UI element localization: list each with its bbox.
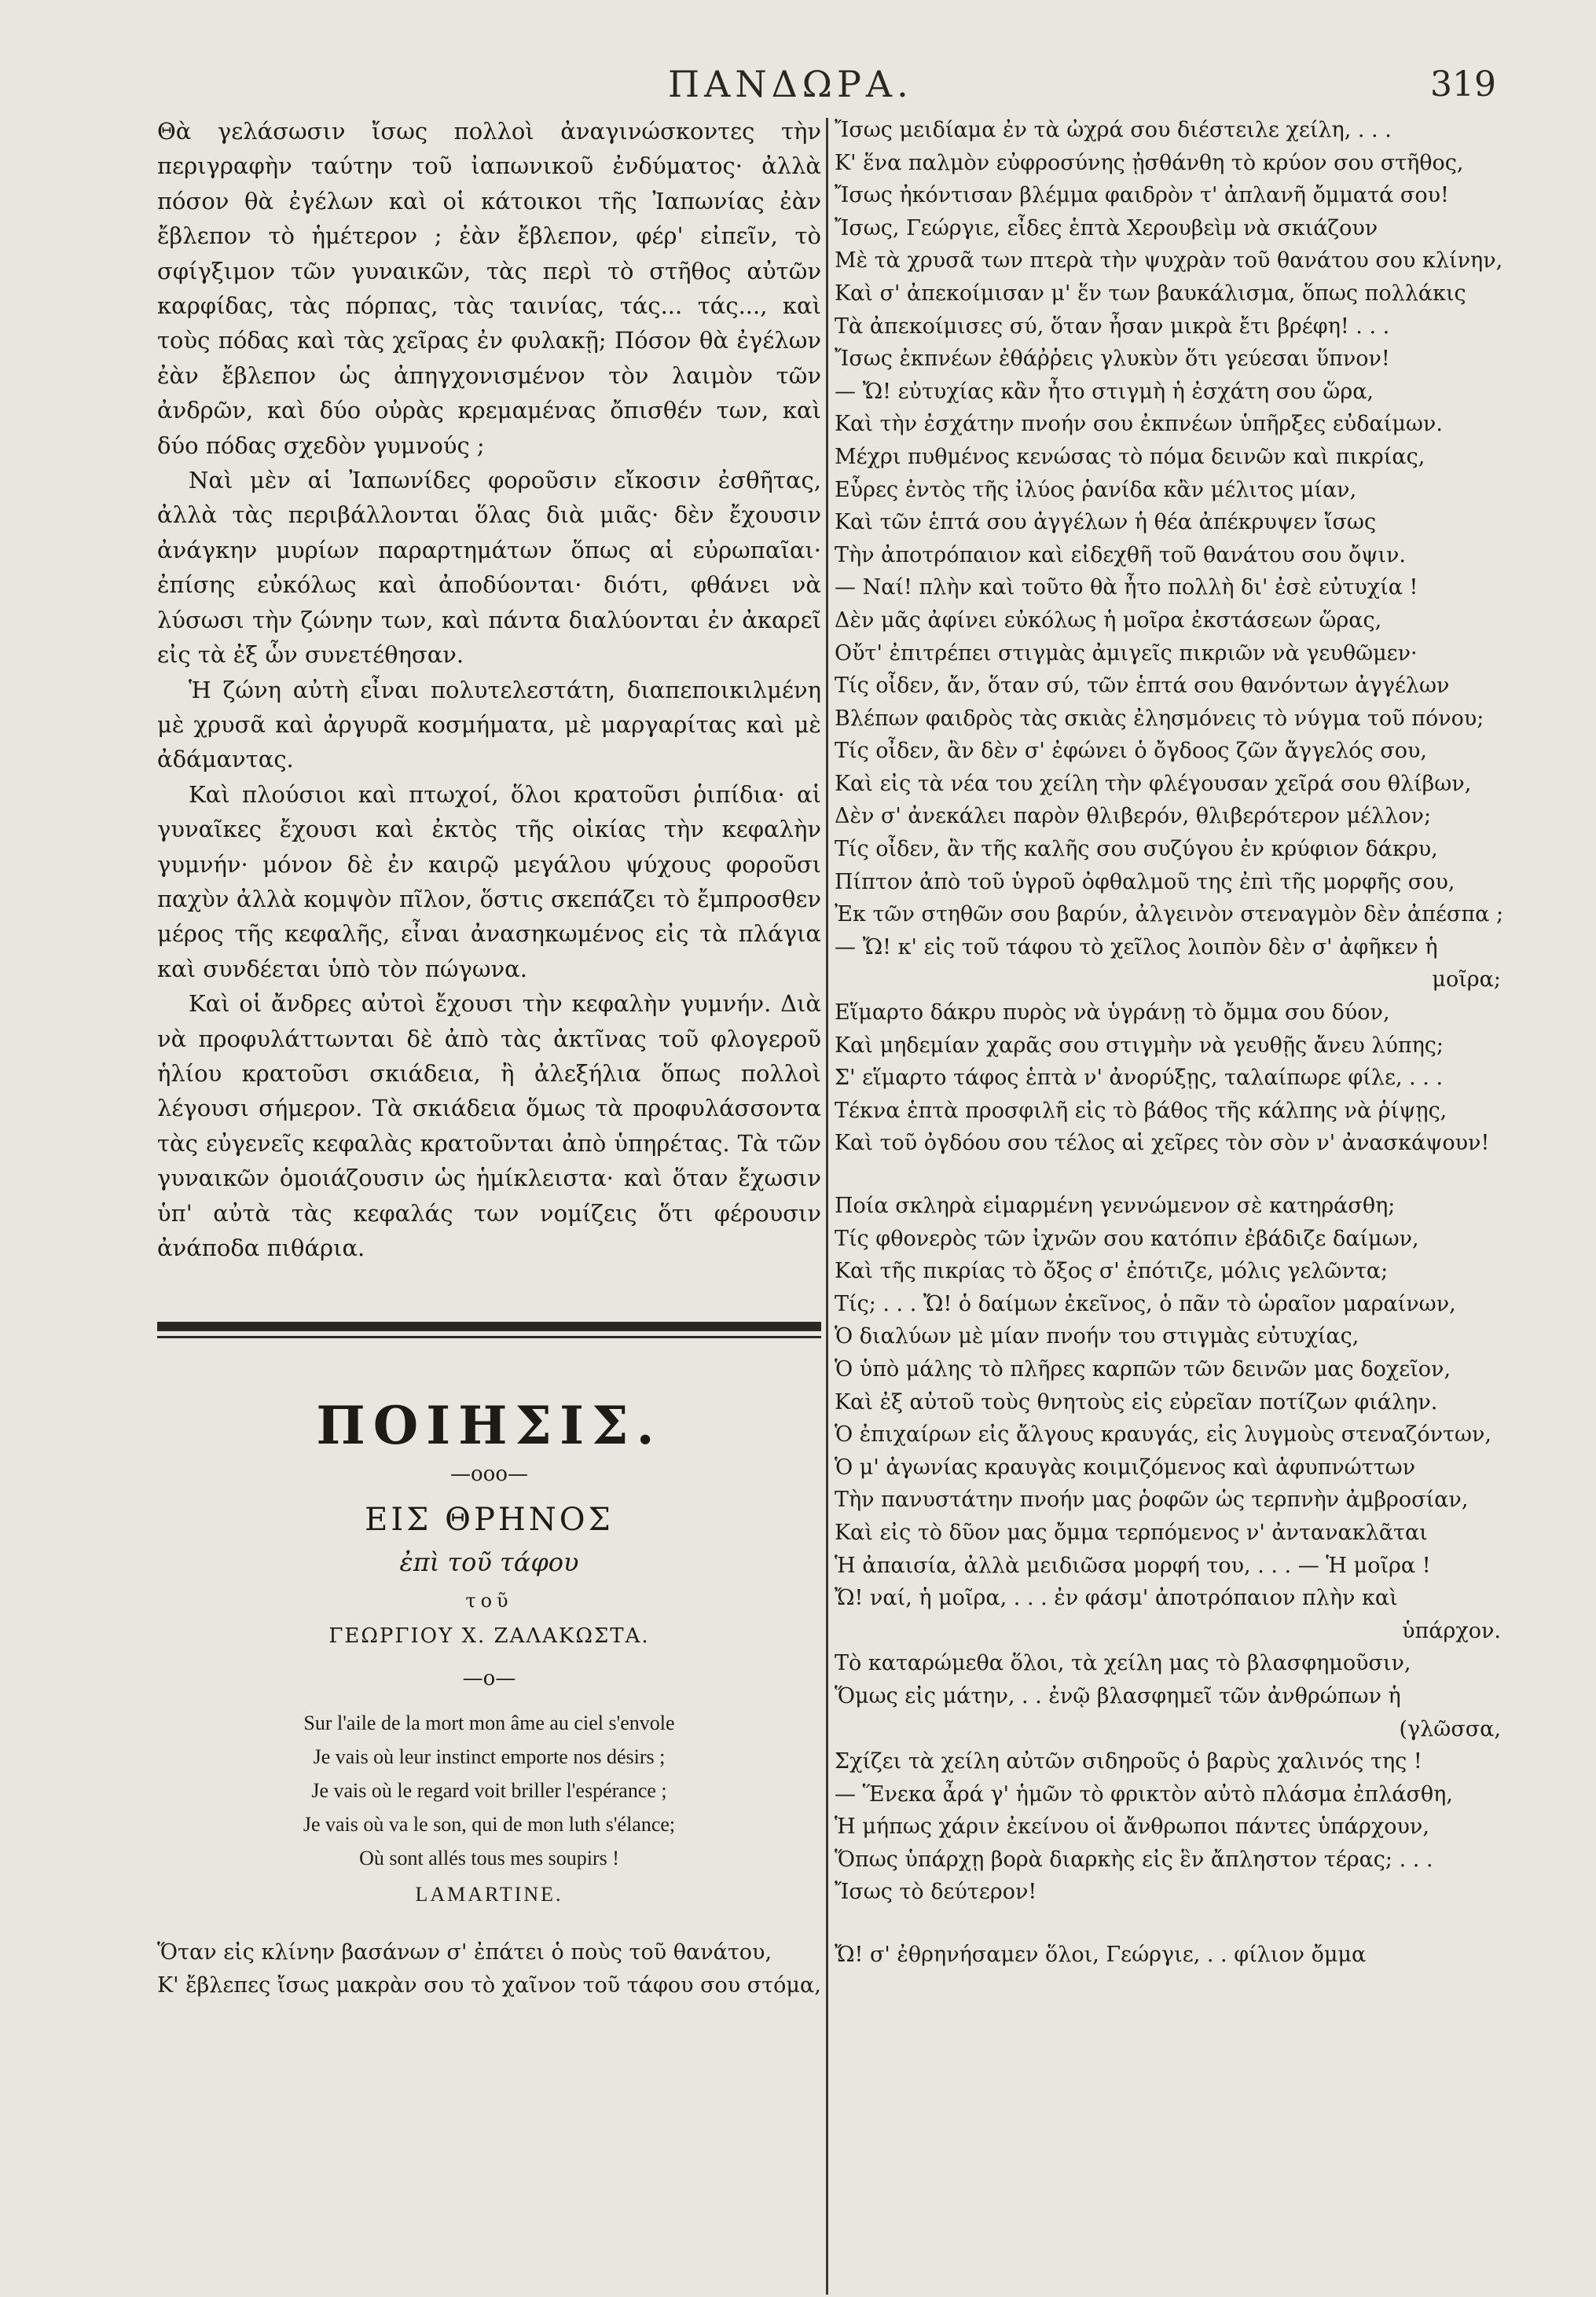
verse-line: Ὁ ἐπιχαίρων εἰς ἄλγους κραυγάς, εἰς λυγμοὺς στεναζόντων, — [835, 1422, 1491, 1448]
section-title: ΠΟΙΗΣΙΣ. — [316, 1395, 662, 1457]
article-paragraph: Καὶ πλούσιοι καὶ πτωχοί, ὅλοι κρατοῦσι ῥιπίδια· αἱ γυναῖκες ἔχουσι καὶ ἐκτὸς τῆς οἰκίας τὴν κεφαλὴν γυμνήν· μόνον δὲ ἐν καιρῷ μεγάλου ψύχους φοροῦσι παχὺν ἀλλὰ κομψὸν πῖλον, ὅστις σκεπάζει τὸ ἔμπροσθεν μέρος τῆς κεφαλῆς, εἶναι ἀνασηκωμένος εἰς τὰ πλάγια καὶ συνδέεται ὑπὸ τὸν πώγωνα. — [157, 780, 821, 982]
right-column — [835, 114, 1504, 1972]
verse-line: Τίς φθονερὸς τῶν ἰχνῶν σου κατόπιν ἐβάδιζε δαίμων, — [835, 1226, 1419, 1251]
epigraph-line: Je vais où va le son, qui de mon luth s'élance; — [303, 1813, 676, 1836]
verse-line: Τέκνα ἑπτὰ προσφιλῆ εἰς τὸ βάθος τῆς κάλπης νὰ ῥίψῃς, — [835, 1098, 1447, 1123]
thick-rule — [157, 1322, 821, 1331]
verse-line: Σχίζει τὰ χείλη αὐτῶν σιδηροῦς ὁ βαρὺς χαλινός της ! — [835, 1749, 1422, 1774]
stanza-gap — [835, 1160, 1501, 1190]
verse-line: Πίπτον ἀπὸ τοῦ ὑγροῦ ὀφθαλμοῦ της ἐπὶ τῆς μορφῆς σου, — [835, 869, 1455, 894]
verse-line: Τὰ ἀπεκοίμισες σύ, ὅταν ἦσαν μικρὰ ἔτι βρέφη! . . . — [835, 314, 1390, 339]
verse-line: Ὅπως ὑπάρχῃ βορὰ διαρκὴς εἰς ἓν ἄπληστον τέρας; . . . — [835, 1847, 1433, 1872]
verse-line-wrap: (γλῶσσα, — [1399, 1716, 1501, 1741]
verse-line: — Ἕνεκα ἆρά γ' ἡμῶν τὸ φρικτὸν αὐτὸ πλάσμα ἐπλάσθη, — [835, 1781, 1453, 1807]
verse-line: Δὲν σ' ἀνεκάλει παρὸν θλιβερόν, θλιβερότερον μέλλον; — [835, 804, 1432, 829]
thin-rule — [157, 1336, 821, 1338]
verse-line: Ἴσως ἐκπνέων ἐθάῤῥεις γλυκὺν ὅτι γεύεσαι ὕπνον! — [835, 347, 1390, 372]
epigraph — [157, 1706, 821, 1875]
verse-line: Τίς οἶδεν, ἄν, ὅταν σύ, τῶν ἑπτά σου θανόντων ἀγγέλων — [835, 673, 1450, 699]
verse-line: Καὶ εἰς τὸ δῦον μας ὄμμα τερπόμενος ν' ἀντανακλᾶται — [835, 1520, 1428, 1545]
column-divider — [826, 118, 828, 2295]
page-header — [157, 55, 1496, 110]
verse-line: Ὁ μ' ἀγωνίας κραυγὰς κοιμιζόμενος καὶ ἀφυπνώττων — [835, 1455, 1416, 1480]
verse-line: Ἴσως, Γεώργιε, εἶδες ἑπτὰ Χερουβεὶμ νὰ σκιάζουν — [835, 215, 1378, 240]
verse-line: Κ' ἔβλεπες ἴσως μακρὰν σου τὸ χαῖνον τοῦ τάφου σου στόμα, — [157, 1973, 821, 1998]
verse-line: Ἴσως μειδίαμα ἐν τὰ ὠχρά σου διέστειλε χείλη, . . . — [835, 118, 1392, 142]
verse-line: Εὗρες ἐντὸς τῆς ἰλύος ῥανίδα κἂν μέλιτος μίαν, — [835, 477, 1357, 502]
epigraph-line: Je vais où le regard voit briller l'espérance ; — [311, 1779, 667, 1803]
verse-line: Βλέπων φαιδρὸς τὰς σκιὰς ἐλησμόνεις τὸ νύγμα τοῦ πόνου; — [835, 706, 1484, 731]
epigraph-line: Sur l'aile de la mort mon âme au ciel s'envole — [303, 1712, 675, 1735]
epigraph-author: LAMARTINE. — [415, 1883, 563, 1906]
ornament: —o— — [462, 1667, 516, 1691]
verse-line: Ὤ! σ' ἐθρηνήσαμεν ὅλοι, Γεώργιε, . . φίλιον ὄμμα — [835, 1943, 1367, 1968]
verse-line: Μὲ τὰ χρυσᾶ των πτερὰ τὴν ψυχρὰν τοῦ θανάτου σου κλίνην, — [835, 248, 1503, 273]
verse-line-wrap: μοῖρα; — [1432, 967, 1501, 993]
verse-line: Εἵμαρτο δάκρυ πυρὸς νὰ ὑγράνῃ τὸ ὄμμα σου δύον, — [835, 1000, 1390, 1026]
verse-line: Καὶ τῆς πικρίας τὸ ὄξος σ' ἐπότιζε, μόλις γελῶντα; — [835, 1259, 1389, 1284]
article-paragraph: Ναὶ μὲν αἱ Ἰαπωνίδες φοροῦσιν εἴκοσιν ἐσθῆτας, ἀλλὰ τὰς περιβάλλονται ὅλας διὰ μιᾶς· δὲν ἔχουσιν ἀνάγκην μυρίων παραρτημάτων ὅπως αἱ εὐρωπαῖαι· ἐπίσης εὐκόλως καὶ ἀποδύονται· διότι, φθάνει νὰ λύσωσι τὴν ζώνην των, καὶ πάντα διαλύονται ἐν ἀκαρεῖ εἰς τὰ ἐξ ὧν συνετέθησαν. — [157, 467, 821, 669]
verse-line: Ὁ διαλύων μὲ μίαν πνοήν του στιγμὰς εὐτυχίας, — [835, 1324, 1359, 1349]
verse-line: Ὤ! ναί, ἡ μοῖρα, . . . ἐν φάσμ' ἀποτρόπαιον πλὴν καὶ — [835, 1586, 1398, 1611]
section-separator — [157, 1322, 821, 1338]
verse-line: Ἡ μήπως χάριν ἐκείνου οἱ ἄνθρωποι πάντες ὑπάρχουν, — [835, 1814, 1429, 1840]
verse-line: — Ὤ! εὐτυχίας κἂν ἦτο στιγμὴ ἡ ἐσχάτη σου ὥρα, — [835, 379, 1374, 404]
verse-line: Ὅταν εἰς κλίνην βασάνων σ' ἐπάτει ὁ ποὺς τοῦ θανάτου, — [157, 1940, 772, 1965]
verse-line: Καὶ τοῦ ὀγδόου σου τέλος αἱ χεῖρες τὸν σὸν ν' ἀνασκάψουν! — [835, 1131, 1490, 1156]
verse-line: Τίς οἶδεν, ἂν τῆς καλῆς σου συζύγου ἐν κρύφιον δάκρυ, — [835, 837, 1438, 862]
article-paragraph: Καὶ οἱ ἄνδρες αὐτοὶ ἔχουσι τὴν κεφαλὴν γυμνήν. Διὰ νὰ προφυλάττωνται δὲ ἀπὸ τὰς ἀκτῖνας τοῦ φλογεροῦ ἡλίου κρατοῦσι σκιάδεια, ἢ ἀλεξήλια ὅπως πολλοὶ λέγουσι σήμερον. Τὰ σκιάδεια ὅμως τὰ προφυλάσσοντα τὰς εὐγενεῖς κεφαλὰς κρατοῦνται ἀπὸ ὑπηρέτας. Τὰ τῶν γυναικῶν ὁμοιάζουσιν ὡς ἡμίκλειστα· καὶ ὅταν ἔχωσιν ὑπ' αὐτὰ τὰς κεφαλάς των νομίζεις ὅτι φέρουσιν ἀνάποδα πιθάρια. — [157, 990, 821, 1261]
poem-title: ΕΙΣ ΘΡΗΝΟΣ — [365, 1502, 614, 1539]
article-paragraph: Θὰ γελάσωσιν ἴσως πολλοὶ ἀναγινώσκοντες τὴν περιγραφὴν ταύτην τοῦ ἰαπωνικοῦ ἐνδύματος· ἀλλὰ πόσον θὰ ἐγέλων καὶ οἱ κάτοικοι τῆς Ἰαπωνίας ἐὰν ἔβλεπον τὸ ἡμέτερον ; ἐὰν ἔβλεπον, φέρ' εἰπεῖν, τὸ σφίγξιμον τῶν γυναικῶν, τὰς περὶ τὸ στῆθος αὐτῶν καρφίδας, τὰς πόρπας, τὰς ταινίας, τάς... τάς..., καὶ τοὺς πόδας καὶ τὰς χεῖρας ἐν φυλακῇ; Πόσον θὰ ἐγέλων ἐὰν ἔβλεπον ὡς ἀπηγχονισμένον τὸν λαιμὸν τῶν ἀνδρῶν, καὶ δύο οὐρὰς κρεμαμένας ὄπισθέν των, καὶ δύο πόδας σχεδὸν γυμνούς ; — [157, 118, 821, 459]
verse-line: Καὶ τῶν ἑπτά σου ἀγγέλων ἡ θέα ἀπέκρυψεν ἴσως — [835, 510, 1377, 535]
verse-line: Καὶ εἰς τὰ νέα του χείλη τὴν φλέγουσαν χεῖρά σου θλίβων, — [835, 771, 1472, 796]
verse-line: Ποία σκληρὰ εἱμαρμένη γεννώμενον σὲ κατηράσθη; — [835, 1194, 1396, 1218]
verse-line: — Ναί! πλὴν καὶ τοῦτο θὰ ἦτο πολλὴ δι' ἐσὲ εὐτυχία ! — [835, 575, 1418, 600]
running-title: ΠΑΝΔΩΡΑ. — [668, 63, 913, 105]
verse-line: Τὸ καταρώμεθα ὅλοι, τὰ χείλη μας τὸ βλασφημοῦσιν, — [835, 1651, 1411, 1676]
verse-line: Μέχρι πυθμένος κενώσας τὸ πόμα δεινῶν καὶ πικρίας, — [835, 444, 1425, 469]
verse-line: Οὔτ' ἐπιτρέπει στιγμὰς ἀμιγεῖς πικριῶν νὰ γευθῶμεν· — [835, 640, 1418, 666]
verse-line: — Ὤ! κ' εἰς τοῦ τάφου τὸ χεῖλος λοιπὸν δὲν σ' ἀφῆκεν ἡ — [835, 934, 1438, 960]
article-paragraph: Ἡ ζώνη αὐτὴ εἶναι πολυτελεστάτη, διαπεποικιλμένη μὲ χρυσᾶ καὶ ἀργυρᾶ κοσμήματα, μὲ μαργαρίτας καὶ μὲ ἀδάμαντας. — [157, 676, 821, 773]
verse-line: Δὲν μᾶς ἀφίνει εὐκόλως ἡ μοῖρα ἐκστάσεων ὥρας, — [835, 607, 1382, 633]
left-column — [157, 114, 821, 2002]
verse-line: Ἴσως τὸ δεύτερον! — [835, 1880, 1037, 1905]
verse-line: Καὶ ἐξ αὐτοῦ τοὺς θνητοὺς εἰς εὐρεῖαν ποτίζων φιάλην. — [835, 1389, 1438, 1415]
poem-dedicatee: ΓΕΩΡΓΙΟΥ Χ. ΖΑΛΑΚΩΣΤΑ. — [328, 1624, 650, 1649]
poem-subtitle-article: τοῦ — [465, 1590, 513, 1613]
verse-line: Σ' εἵμαρτο τάφος ἑπτὰ ν' ἀνορύξῃς, ταλαίπωρε φίλε, . . . — [835, 1066, 1444, 1091]
verse-line: Τίς οἶδεν, ἂν δὲν σ' ἐφώνει ὁ ὄγδοος ζῶν ἄγγελός σου, — [835, 739, 1427, 764]
stanza-gap — [835, 1909, 1501, 1939]
verse-line: Ἐκ τῶν στηθῶν σου βαρύν, ἀλγεινὸν στεναγμὸν δὲν ἀπέσπα ; — [835, 902, 1504, 927]
poem-subtitle: ἐπὶ τοῦ τάφου — [399, 1547, 579, 1578]
verse-line: Κ' ἕνα παλμὸν εὐφροσύνης ᾐσθάνθη τὸ κρύον σου στῆθος, — [835, 150, 1464, 175]
ornament: —ooo— — [450, 1462, 528, 1487]
page-number: 319 — [1430, 64, 1496, 105]
verse-line: Τὴν ἀποτρόπαιον καὶ εἰδεχθῆ τοῦ θανάτου σου ὄψιν. — [835, 542, 1406, 567]
verse-line: Τίς; . . . Ὤ! ὁ δαίμων ἐκεῖνος, ὁ πᾶν τὸ ὡραῖον μαραίνων, — [835, 1291, 1456, 1316]
verse-line: Τὴν πανυστάτην πνοήν μας ῥοφῶν ὡς τερπνὴν ἀμβροσίαν, — [835, 1488, 1469, 1513]
verse-line: Καὶ σ' ἀπεκοίμισαν μ' ἕν των βαυκάλισμα, ὅπως πολλάκις — [835, 281, 1466, 306]
verse-line: Ὅμως εἰς μάτην, . . ἐνῷ βλασφημεῖ τῶν ἀνθρώπων ἡ — [835, 1683, 1401, 1708]
verse-line: Ὁ ὑπὸ μάλης τὸ πλῆρες καρπῶν τῶν δεινῶν μας δοχεῖον, — [835, 1356, 1451, 1382]
verse-line: Ἡ ἀπαισία, ἀλλὰ μειδιῶσα μορφή του, . . . — Ἡ μοῖρα ! — [835, 1553, 1431, 1578]
verse-line: Καὶ τὴν ἐσχάτην πνοήν σου ἐκπνέων ὑπῆρξες εὐδαίμων. — [835, 412, 1443, 437]
epigraph-line: Où sont allés tous mes soupirs ! — [359, 1847, 619, 1870]
verse-line-wrap: ὑπάρχον. — [1402, 1618, 1501, 1643]
verse-line: Ἴσως ἠκόντισαν βλέμμα φαιδρὸν τ' ἀπλανῆ ὄμματά σου! — [835, 183, 1449, 208]
verse-line: Καὶ μηδεμίαν χαρᾶς σου στιγμὴν νὰ γευθῇς ἄνευ λύπης; — [835, 1033, 1444, 1058]
epigraph-line: Je vais où leur instinct emporte nos désirs ; — [313, 1745, 666, 1769]
